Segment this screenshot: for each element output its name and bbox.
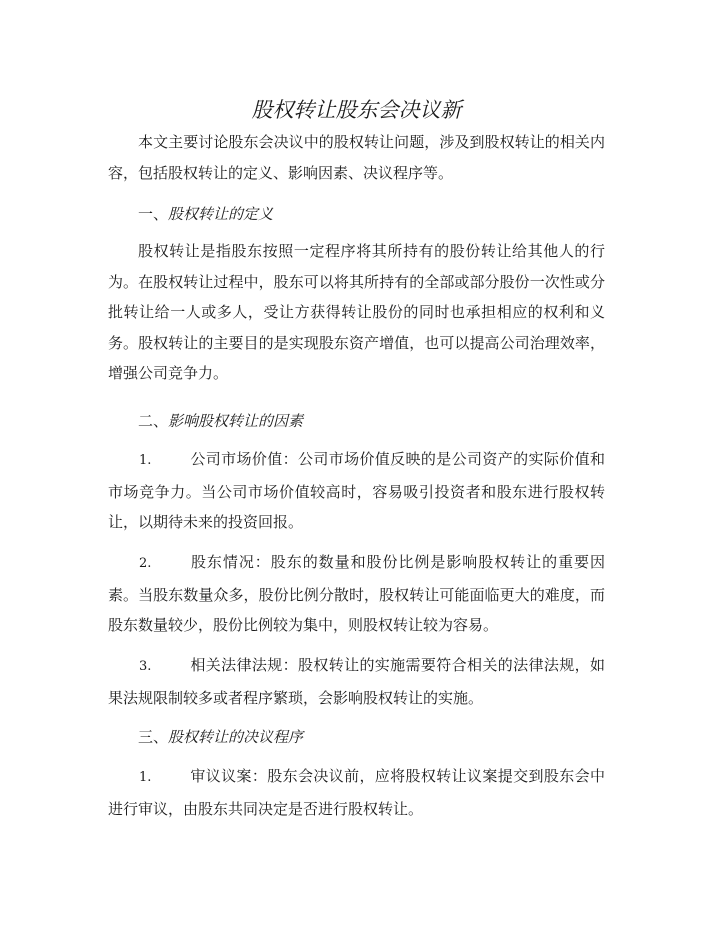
- section-heading-factors: [138, 406, 303, 436]
- section-title: 影响股权转让的因素: [168, 412, 304, 430]
- document-title: 股权转让股东会决议新: [251, 98, 462, 122]
- section-title: 股权转让的决议程序: [168, 728, 304, 746]
- procedure-item-review: [108, 761, 605, 824]
- list-marker: 3.: [139, 659, 152, 674]
- list-item-text: 审议议案：股东会决议前，应将股权转让议案提交到股东会中进行审议，由股东共同决定是否进行股权转让。: [108, 767, 605, 818]
- list-item-text: 相关法律法规：股权转让的实施需要符合相关的法律法规，如果法规限制较多或者程序繁琐，会影响股权转让的实施。: [108, 656, 605, 707]
- list-item-text: 股东情况：股东的数量和股份比例是影响股权转让的重要因素。当股东数量众多，股份比例分散时，股权转让可能面临更大的难度，而股东数量较少，股份比例较为集中，则股权转让较为容易。: [108, 553, 605, 634]
- list-item-text: 公司市场价值：公司市场价值反映的是公司资产的实际价值和市场竞争力。当公司市场价值较高时，容易吸引投资者和股东进行股权转让，以期待未来的投资回报。: [108, 450, 605, 531]
- intro-paragraph: 本文主要讨论股东会决议中的股权转让问题，涉及到股权转让的相关内容，包括股权转让的定义、影响因素、决议程序等。: [108, 133, 605, 182]
- section-title: 股权转让的定义: [168, 205, 274, 223]
- section-number: 一、: [138, 205, 169, 223]
- section-heading-procedure: [138, 722, 303, 752]
- section-heading-definition: [138, 199, 273, 229]
- factor-item-market-value: [108, 444, 605, 538]
- list-marker: 1.: [139, 453, 152, 468]
- factor-item-shareholders: [108, 547, 605, 641]
- list-marker: 1.: [139, 770, 152, 785]
- list-marker: 2.: [139, 556, 152, 571]
- factor-item-laws: [108, 650, 605, 713]
- section-number: 二、: [138, 412, 169, 430]
- definition-paragraph: 股权转让是指股东按照一定程序将其所持有的股份转让给其他人的行为。在股权转让过程中，股东可以将其所持有的全部或部分股份一次性或分批转让给一人或多人，受让方获得转让股份的同时也承担相应的权利和义务。股权转让的主要目的是实现股东资产增值，也可以提高公司治理效率，增强公司竞争力。: [108, 242, 605, 382]
- section-number: 三、: [138, 728, 169, 746]
